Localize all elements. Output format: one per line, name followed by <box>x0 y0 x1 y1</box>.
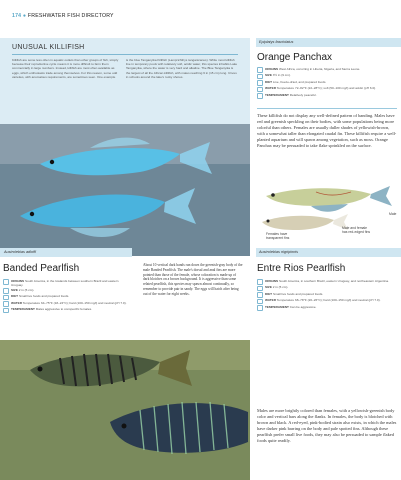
blue-killifish-illustration <box>0 124 250 256</box>
panel-title: UNUSUAL KILLIFISH <box>12 44 85 51</box>
temperament-icon <box>257 305 263 311</box>
entre-title: Entre Rios Pearlfish <box>257 263 346 274</box>
section-title: FRESHWATER FISH DIRECTORY <box>27 13 114 19</box>
banded-body: About 10 vertical dark bands run down the greenish-gray body of the male Banded Pearlfish. The male's dorsal and anal fins are more pointed than those of the female, whose coloration is made up of dark blotches on a brown background. It is aggressive than some related pearlfish, this species may spawn almost continually, so remember to provide pair in sandy. The eggs will hatch after being out of the water for eight weeks. <box>143 263 243 296</box>
fact-water: WATER Temperature 68–78°F (20–26°C); hard (100–150 mg/l) and neutral (pH 7.0). <box>257 298 397 304</box>
size-icon <box>257 74 263 80</box>
diet-icon <box>257 292 263 298</box>
banded-facts <box>3 279 131 314</box>
fact-origins: ORIGINS South America, in the lowlands between southern Brazil and eastern Uruguay. <box>3 279 131 287</box>
fact-water: WATER Temperature 72–82°F (22–28°C); soft (50–100 mg/l) and acidic (pH 6.0). <box>257 86 397 92</box>
panel-text-col1: Killifish are some less often in aquatic outlets than other groups of fish, simply because their reproductive cycle means it is more difficult to farm them commercially in large numbers. Instead, killifish are most often available as eggs, which enthusiasts trade among themselves. For this reason, some odd varieties, with anomalous requirements, are sometimes seen. One example <box>12 58 119 79</box>
entre-facts <box>257 279 397 311</box>
water-icon <box>257 87 263 93</box>
fact-temperament: TEMPERAMENT Relatively peaceful. <box>257 93 397 99</box>
orange-panchax-rule <box>257 108 397 109</box>
fact-temperament: TEMPERAMENT Can be aggressive. <box>257 305 397 311</box>
unusual-killifish-panel <box>0 38 250 256</box>
fact-diet: DIET Small live foods and prepared foods. <box>257 292 397 298</box>
fact-origins: ORIGINS South America, in southern Brazil, eastern Uruguay, and northeastern Argentina. <box>257 279 397 285</box>
size-icon <box>257 286 263 292</box>
entre-latin: Austrolebias nigripinnis <box>259 250 299 254</box>
fact-origins: ORIGINS West Africa, occurring in Liberia, Nigeria, and Sierra Leone. <box>257 67 397 73</box>
female-panchax <box>262 214 348 230</box>
fact-size: SIZE 3½ in (9 cm). <box>257 73 397 79</box>
fact-size: SIZE 2 in (5 cm). <box>257 285 397 291</box>
caption-fins: Male and female has red-edged fins <box>342 226 371 234</box>
male-panchax <box>266 186 392 212</box>
water-icon <box>257 299 263 305</box>
page-number: 174 <box>12 13 22 19</box>
pearlfish-photo <box>0 340 250 480</box>
orange-panchax-title: Orange Panchax <box>257 52 333 63</box>
page-header <box>12 13 114 19</box>
entre-body: Males are more brightly colored than females, with a yellowish-greenish body color and vertical bars along the flanks. In females, the body is blotched with brown and black. A red-eyed, pink-bodied strain also exists, in which the males have darker pink barring on the body and pale spotted fins. Although these pearlfish prefer small live foods, they may also be persuaded to sample flaked foods quite readily. <box>257 408 397 443</box>
bullet-icon: ● <box>22 13 27 19</box>
fact-temperament: TEMPERAMENT Males aggressive to conspecific females. <box>3 307 131 313</box>
orange-panchax-latin: Epiplatys fasciolatus <box>259 40 294 44</box>
panel-rule <box>12 54 238 55</box>
diet-icon <box>3 295 9 301</box>
origins-icon <box>3 279 9 285</box>
caption-male: Male <box>389 212 397 216</box>
water-icon <box>3 301 9 307</box>
orange-panchax-body: These killifish do not display any well-defined pattern of banding. Males have red and greenish speckling on their bodies, with some populations being more colorful than others. Females are usually duller shades of yellowish-brown, with a somewhat taller than elongated caudal fin. These killifish require a well-planted aquarium and will spawn among vegetation, such as moss. Orange Panchax may be persuaded to take flake sprinkled on the surface. <box>257 113 397 148</box>
fact-water: WATER Temperature 64–75°F (18–24°C); hard (100–150 mg/l) and neutral (pH 7.0). <box>3 301 131 307</box>
size-icon <box>3 288 9 294</box>
banded-latin: Austrolebias adloffi <box>4 250 37 254</box>
fact-diet: DIET Small live foods and prepared foods. <box>3 294 131 300</box>
fact-diet: DIET Live, freeze-dried, and prepared foods. <box>257 80 397 86</box>
panel-text-col2: is the blue Tanganyika Killifish (Lamprichthys tanganicanus). While most killifish live in temporary pools with relatively soft, acidic water, this species inhabits Lake Tanganyika, where the water is very hard and alkaline. The Blue Tanganyika is the largest of all the African killifish, with males reaching 6 in (15 cm) long. It lives in schools around the lake's rocky shores. <box>126 58 238 79</box>
origins-icon <box>257 279 263 285</box>
temperament-icon <box>3 308 9 314</box>
diet-icon <box>257 80 263 86</box>
banded-title: Banded Pearlfish <box>3 263 80 274</box>
caption-female: Females have transparent fins <box>266 232 290 240</box>
temperament-icon <box>257 93 263 99</box>
orange-panchax-facts <box>257 67 397 99</box>
origins-icon <box>257 67 263 73</box>
fact-size: SIZE 2 in (5 cm). <box>3 288 131 294</box>
